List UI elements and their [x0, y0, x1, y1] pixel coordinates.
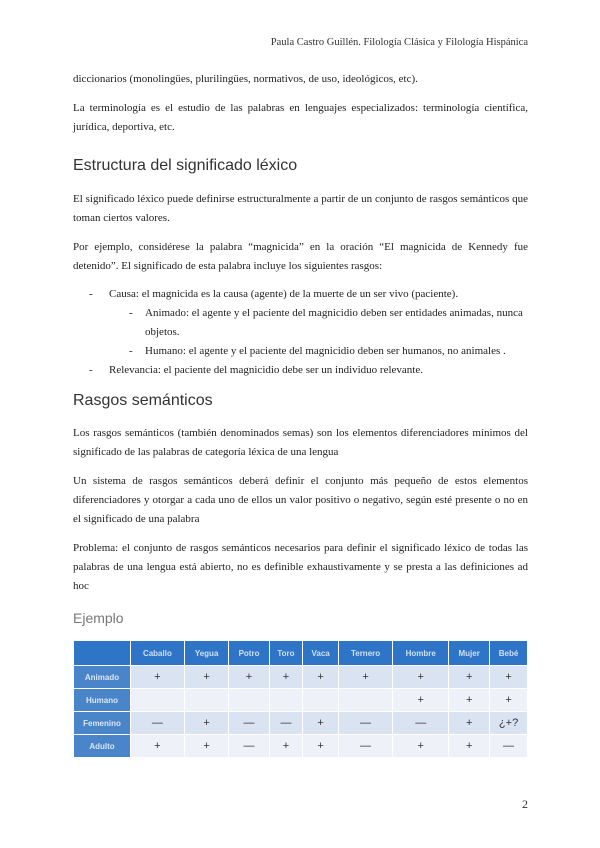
bullet-dash: - [89, 364, 93, 376]
table-cell: + [449, 735, 489, 757]
table-cell: + [185, 735, 229, 757]
table-cell: — [229, 735, 268, 757]
table-row [74, 666, 527, 688]
row-header: Humano [74, 689, 130, 711]
table-cell: + [393, 666, 448, 688]
table-cell: ¿+? [490, 712, 527, 734]
table-cell: + [490, 666, 527, 688]
column-header: Bebé [490, 641, 527, 665]
table-cell: + [303, 712, 338, 734]
rasgos-paragraph-3: Problema: el conjunto de rasgos semánticos necesarios para definir el significado léxico de todas las palabras de una lengua está abierto, no es definible exhaustivamente y se presta a las definiciones ad hoc [73, 542, 528, 592]
table-cell [303, 689, 338, 711]
column-header: Potro [229, 641, 268, 665]
list-item-text: Causa: el magnicida es la causa (agente) de la muerte de un ser vivo (paciente). [109, 288, 459, 300]
list-item-relevancia [73, 361, 528, 380]
row-header: Femenino [74, 712, 130, 734]
list-item-causa [73, 285, 528, 361]
rasgos-list [73, 285, 528, 380]
table-cell: — [339, 712, 392, 734]
table-cell [185, 689, 229, 711]
table-cell: + [131, 735, 184, 757]
table-cell: + [303, 666, 338, 688]
table-cell [131, 689, 184, 711]
table-cell: + [185, 666, 229, 688]
table-cell: — [490, 735, 527, 757]
estructura-paragraph-1: El significado léxico puede definirse estructuralmente a partir de un conjunto de rasgos semánticos que toman ciertos valores. [73, 193, 528, 224]
column-header: Hombre [393, 641, 448, 665]
table-cell: + [270, 666, 303, 688]
table-cell: — [270, 712, 303, 734]
table-cell [339, 689, 392, 711]
rasgos-paragraph-2: Un sistema de rasgos semánticos deberá definir el conjunto más pequeño de estos elementos diferenciadores y otorgar a cada uno de ellos un valor positivo o negativo, según esté presente o no en el significado de una palabra [73, 475, 528, 525]
table-header-row [74, 641, 527, 665]
table-row [74, 735, 527, 757]
column-header: Mujer [449, 641, 489, 665]
table-cell: + [303, 735, 338, 757]
sub-list [109, 304, 528, 361]
list-item-text: Humano: el agente y el paciente del magnicidio deben ser humanos, no animales . [145, 345, 506, 357]
list-item-text: Relevancia: el paciente del magnicidio debe ser un individuo relevante. [109, 364, 423, 376]
list-item-humano [109, 342, 528, 361]
table-cell: + [490, 689, 527, 711]
table-cell: + [131, 666, 184, 688]
column-header: Yegua [185, 641, 229, 665]
section-heading-rasgos: Rasgos semánticos [73, 392, 213, 409]
page-content [73, 70, 528, 758]
table-cell: + [449, 712, 489, 734]
table-cell: — [229, 712, 268, 734]
column-header: Ternero [339, 641, 392, 665]
page-number: 2 [522, 797, 528, 811]
table-cell: + [393, 689, 448, 711]
running-header: Paula Castro Guillén. Filología Clásica y Filología Hispánica [270, 37, 528, 48]
table-cell: — [393, 712, 448, 734]
table-corner [74, 641, 130, 665]
table-cell: + [270, 735, 303, 757]
bullet-dash: - [89, 288, 93, 300]
row-header: Adulto [74, 735, 130, 757]
table-cell [229, 689, 268, 711]
semantic-features-table [73, 640, 528, 758]
bullet-dash: - [129, 345, 133, 357]
table-cell: — [131, 712, 184, 734]
section-heading-estructura: Estructura del significado léxico [73, 157, 298, 174]
row-header: Animado [74, 666, 130, 688]
example-heading: Ejemplo [73, 610, 124, 626]
table-body [74, 666, 527, 757]
table-cell [270, 689, 303, 711]
column-header: Toro [270, 641, 303, 665]
list-item-animado [109, 304, 528, 342]
table-cell: — [339, 735, 392, 757]
intro-continuation: diccionarios (monolingües, plurilingües, normativos, de uso, ideológicos, etc). [73, 73, 418, 85]
bullet-dash: - [129, 307, 133, 319]
table-cell: + [393, 735, 448, 757]
terminologia-paragraph: La terminología es el estudio de las palabras en lenguajes especializados: terminología científica, jurídica, deportiva, etc. [73, 102, 528, 133]
table-cell: + [449, 666, 489, 688]
table-cell: + [449, 689, 489, 711]
rasgos-paragraph-1: Los rasgos semánticos (también denominados semas) son los elementos diferenciadores mínimos del significado de las palabras de categoría léxica de una lengua [73, 427, 528, 458]
table-cell: + [339, 666, 392, 688]
column-header: Caballo [131, 641, 184, 665]
table-cell: + [229, 666, 268, 688]
estructura-paragraph-2: Por ejemplo, considérese la palabra “magnicida” en la oración “El magnicida de Kennedy fue detenido”. El significado de esta palabra incluye los siguientes rasgos: [73, 241, 528, 272]
list-item-text: Animado: el agente y el paciente del magnicidio deben ser entidades animadas, nunca objetos. [145, 307, 523, 338]
table-row [74, 712, 527, 734]
table-cell: + [185, 712, 229, 734]
table-row [74, 689, 527, 711]
column-header: Vaca [303, 641, 338, 665]
